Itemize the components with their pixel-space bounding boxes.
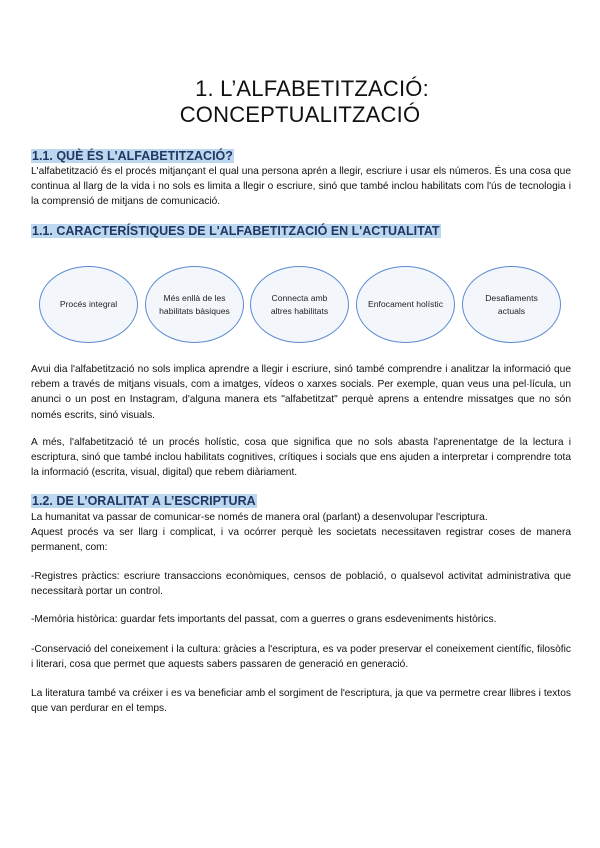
document-title-line-1: 1. L’ALFABETITZACIÓ: bbox=[195, 76, 429, 101]
section-paragraph-intro bbox=[31, 510, 571, 556]
diagram-ellipse-proces-integral: Procés integral bbox=[39, 266, 138, 343]
document-title-line-2: CONCEPTUALITZACIÓ bbox=[179, 102, 421, 127]
section-paragraph-closing bbox=[31, 686, 571, 716]
section-heading-text: 1.2. DE L’ORALITAT A L’ESCRIPTURA bbox=[32, 494, 256, 508]
paragraph-text: L'alfabetització és el procés mitjançant el qual una persona aprén a llegir, escriure i usar els números. És una cosa que continua al llarg de la vida i no sols es limita a llegir o escriure, sinó que també inclou habilitats com l'ús de tecnologia i la comprensió de mitjans de comunicació. bbox=[31, 166, 571, 208]
diagram-ellipse-mes-enlla: Més enllà de les habilitats bàsiques bbox=[145, 266, 244, 343]
section-heading-text: 1.1. QUÈ ÉS L'ALFABETITZACIÓ? bbox=[32, 149, 233, 163]
diagram-ellipse-connecta: Connecta amb altres habilitats bbox=[250, 266, 349, 343]
paragraph-text: A més, l'alfabetització té un procés holístic, cosa que significa que no sols abasta l'aprenentatge de la lectura i escriptura, sinó que també inclou habilitats cognitives, crítiques i socials que ens ajuden a interpretar i comprendre tota la informació (escrita, visual, digital) que rebem diàriament. bbox=[31, 437, 571, 479]
section-heading-caracteristiques bbox=[31, 224, 441, 238]
section-paragraph-visual-literacy bbox=[31, 362, 571, 423]
list-item-memoria bbox=[31, 612, 571, 627]
section-heading-oralitat bbox=[31, 494, 257, 508]
paragraph-text: -Conservació del coneixement i la cultura: gràcies a l'escriptura, es va poder preservar el coneixement científic, filosòfic i literari, cosa que permet que aquests sabers passaren de generació en generació. bbox=[31, 644, 571, 671]
list-item-registres bbox=[31, 569, 571, 599]
section-heading-que-es bbox=[31, 149, 234, 163]
diagram-ellipse-desafiaments: Desafiaments actuals bbox=[462, 266, 561, 343]
paragraph-text: Avui dia l'alfabetització no sols implica aprendre a llegir i escriure, sinó també comprendre i analitzar la informació que rebem a través de mitjans visuals, com a imatges, vídeos o xarxes socials. Per exemple, quan veus una pel·lícula, un anunci o un post en Instagram, d'alguna manera ets "alfabetitzat" perquè aprens a entendre missatges que no són només escrits, sinó visuals. bbox=[31, 364, 571, 421]
diagram-ellipse-enfocament-holistic: Enfocament holístic bbox=[356, 266, 455, 343]
section-heading-text: 1.1. CARACTERÍSTIQUES DE L'ALFABETITZACIÓ EN L'ACTUALITAT bbox=[32, 224, 440, 238]
paragraph-text: -Memòria històrica: guardar fets importants del passat, com a guerres o grans esdeveniments històrics. bbox=[31, 614, 497, 625]
list-item-conservacio bbox=[31, 642, 571, 672]
paragraph-text: -Registres pràctics: escriure transaccions econòmiques, censos de població, o qualsevol activitat administrativa que necessitarà portar un control. bbox=[31, 571, 571, 598]
paragraph-text: Aquest procés va ser llarg i complicat, i va ocórrer perquè les societats necessitaven registrar coses de manera permanent, com: bbox=[31, 527, 571, 554]
paragraph-text: La humanitat va passar de comunicar-se només de manera oral (parlant) a desenvolupar l'escriptura. bbox=[31, 512, 488, 523]
section-paragraph-holistic bbox=[31, 435, 571, 481]
section-paragraph-definition bbox=[31, 164, 571, 210]
paragraph-text: La literatura també va créixer i es va beneficiar amb el sorgiment de l'escriptura, ja que va permetre crear llibres i textos que van perdurar en el temps. bbox=[31, 688, 571, 715]
